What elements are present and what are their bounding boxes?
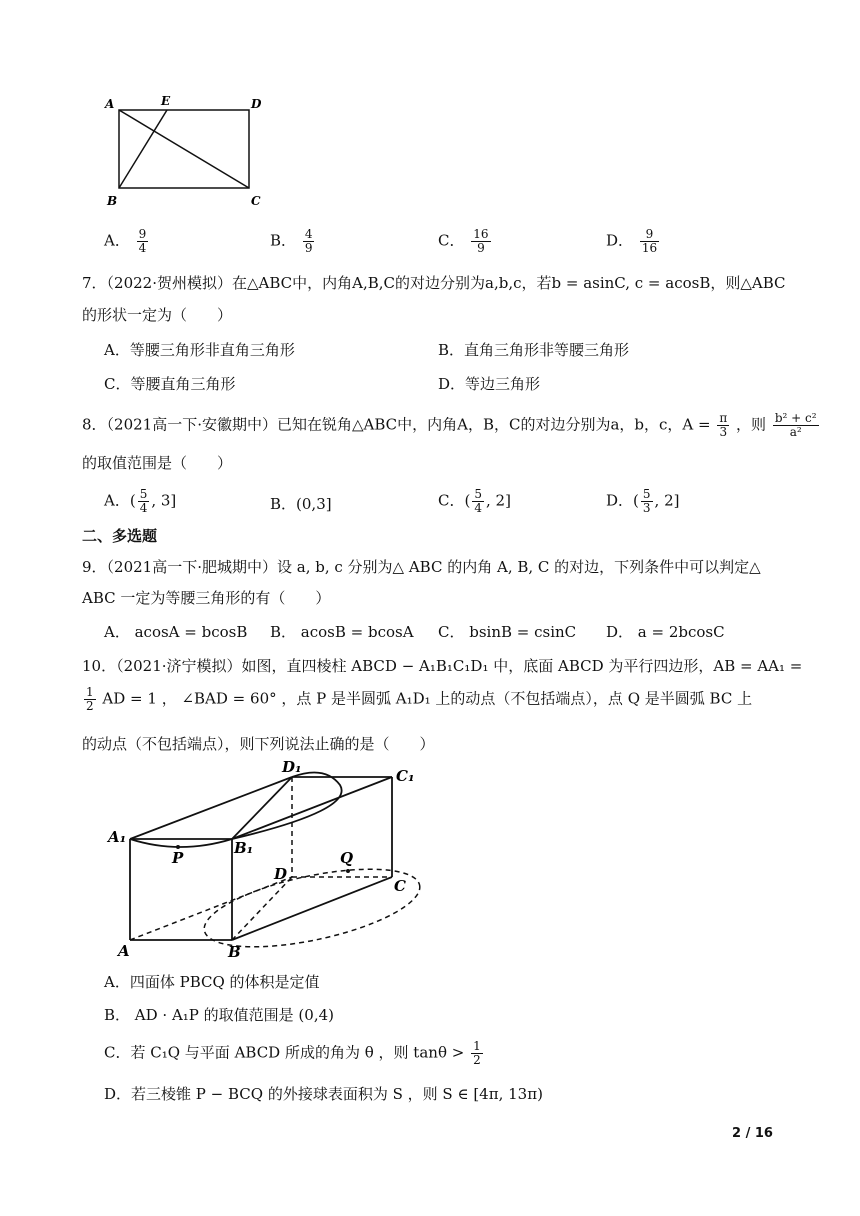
q7-option-b[interactable]: B．直角三角形非等腰三角形 — [438, 341, 630, 359]
edge-b1-c1 — [232, 777, 392, 839]
q6-option-d[interactable]: D． $\frac{9}{16}$ — [606, 227, 658, 255]
q6-option-a[interactable]: A． $\frac{9}{4}$ — [104, 227, 147, 255]
label-e: E — [161, 94, 171, 108]
edge-b1-d1 — [232, 777, 292, 839]
edge-b-c — [232, 877, 392, 940]
q8-option-c[interactable]: C．( $\frac{5}{4}$ , 2] — [438, 487, 511, 515]
semicircle-a1b1 — [130, 839, 232, 847]
section-heading: 二、多选题 — [82, 527, 158, 545]
label-b: B — [107, 194, 118, 208]
fraction-expression: $\frac{\text{b² + c²}}{\text{a²}}$ — [774, 411, 817, 439]
fraction-pi-over-3: $\frac{\pi}{3}$ — [719, 411, 728, 439]
q9-stem-line1: 9．（2021高一下·肥城期中）设 a, b, c 分别为△ ABC 的内角 A, B, C 的对边，下列条件中可以判定△ — [82, 558, 761, 576]
q10-stem-line3: 的动点（不包括端点），则下列说法止确的是（ ） — [82, 735, 435, 753]
fraction: $\frac{5}{3}$ — [642, 487, 651, 515]
label-p: P — [172, 849, 184, 867]
label-a: A — [118, 942, 130, 960]
q7-option-d[interactable]: D．等边三角形 — [438, 375, 541, 393]
fraction: $\frac{5}{4}$ — [139, 487, 148, 515]
label-c: C — [394, 877, 406, 895]
edge-b-d — [232, 877, 292, 940]
q6-option-b[interactable]: B． $\frac{4}{9}$ — [270, 227, 313, 255]
q9-option-d[interactable]: D． a = 2bcosC — [606, 623, 725, 641]
q8-option-a[interactable]: A．( $\frac{5}{4}$ , 3] — [104, 487, 177, 515]
q9-option-c[interactable]: C． bsinB = csinC — [438, 623, 577, 641]
q7-option-a[interactable]: A．等腰三角形非直角三角形 — [104, 341, 295, 359]
q7-stem-line1: 7．（2022·贺州模拟）在△ABC中，内角A,B,C的对边分别为a,b,c，若b = asinC, c = acosB，则△ABC — [82, 274, 786, 292]
q6-option-c[interactable]: C． $\frac{16}{9}$ — [438, 227, 489, 255]
fraction: $\frac{9}{4}$ — [138, 227, 147, 255]
label-d: D — [251, 97, 262, 111]
fraction: $\frac{5}{4}$ — [474, 487, 482, 515]
diagonal-ac — [119, 110, 249, 188]
q7-stem-line2: 的形状一定为（ ） — [82, 306, 233, 324]
label-d1: D₁ — [282, 758, 302, 776]
q7-option-c[interactable]: C．等腰直角三角形 — [104, 375, 236, 393]
q9-stem-line2: ABC 一定为等腰三角形的有（ ） — [82, 589, 331, 607]
label-q: Q — [340, 849, 354, 867]
fraction-one-half: $\frac{1}{2}$ — [86, 685, 94, 713]
q10-stem-line2: $\frac{1}{2}$ AD = 1 ， ∠BAD = 60° ，点 P 是半圆弧 A₁D₁ 上的动点（不包括端点），点 Q 是半圆弧 BC 上 — [86, 685, 753, 713]
fraction: $\frac{4}{9}$ — [304, 227, 313, 255]
label-b: B — [228, 943, 241, 961]
label-b1: B₁ — [234, 839, 254, 857]
q9-option-b[interactable]: B． acosB = bcosA — [270, 623, 414, 641]
page-number: 2 / 16 — [732, 1126, 773, 1141]
label-d: D — [274, 865, 288, 883]
q8-stem-line1: 8．（2021高一下·安徽期中）已知在锐角△ABC中，内角A，B，C的对边分别为a，b，c，A = $\frac{\pi}{3}$ ，则 $\frac{\text{b² + c²}}{\text{a²}}$ — [82, 411, 817, 439]
label-a1: A₁ — [108, 828, 127, 846]
q9-option-a[interactable]: A． acosA = bcosB — [104, 623, 248, 641]
edge-a-d — [130, 877, 292, 940]
label-c: C — [251, 194, 261, 208]
q10-stem-line1: 10．（2021·济宁模拟）如图，直四棱柱 ABCD − A₁B₁C₁D₁ 中，底面 ABCD 为平行四边形，AB = AA₁ = — [82, 657, 803, 675]
q10-figure — [100, 755, 430, 965]
q8-stem-line2: 的取值范围是（ ） — [82, 454, 233, 472]
q8-option-d[interactable]: D．( $\frac{5}{3}$ , 2] — [606, 487, 680, 515]
q10-option-c[interactable]: C．若 C₁Q 与平面 ABCD 所成的角为 θ ，则 tanθ > $\frac{1}{2}$ — [104, 1039, 481, 1067]
q6-figure — [95, 88, 275, 213]
fraction: $\frac{9}{16}$ — [641, 227, 658, 255]
label-c1: C₁ — [396, 767, 415, 785]
q8-option-b[interactable]: B．(0,3] — [270, 495, 332, 513]
q10-option-d[interactable]: D．若三棱锥 P − BCQ 的外接球表面积为 S ，则 S ∈ [4π, 13π) — [104, 1085, 543, 1103]
q10-option-a[interactable]: A．四面体 PBCQ 的体积是定值 — [104, 973, 320, 991]
fraction-one-half: $\frac{1}{2}$ — [473, 1039, 481, 1067]
point-q — [346, 869, 350, 873]
q10-option-b[interactable]: B． AD · A₁P 的取值范围是 (0,4) — [104, 1006, 334, 1024]
label-a: A — [105, 97, 115, 111]
fraction: $\frac{16}{9}$ — [473, 227, 489, 255]
segment-be — [119, 110, 167, 188]
